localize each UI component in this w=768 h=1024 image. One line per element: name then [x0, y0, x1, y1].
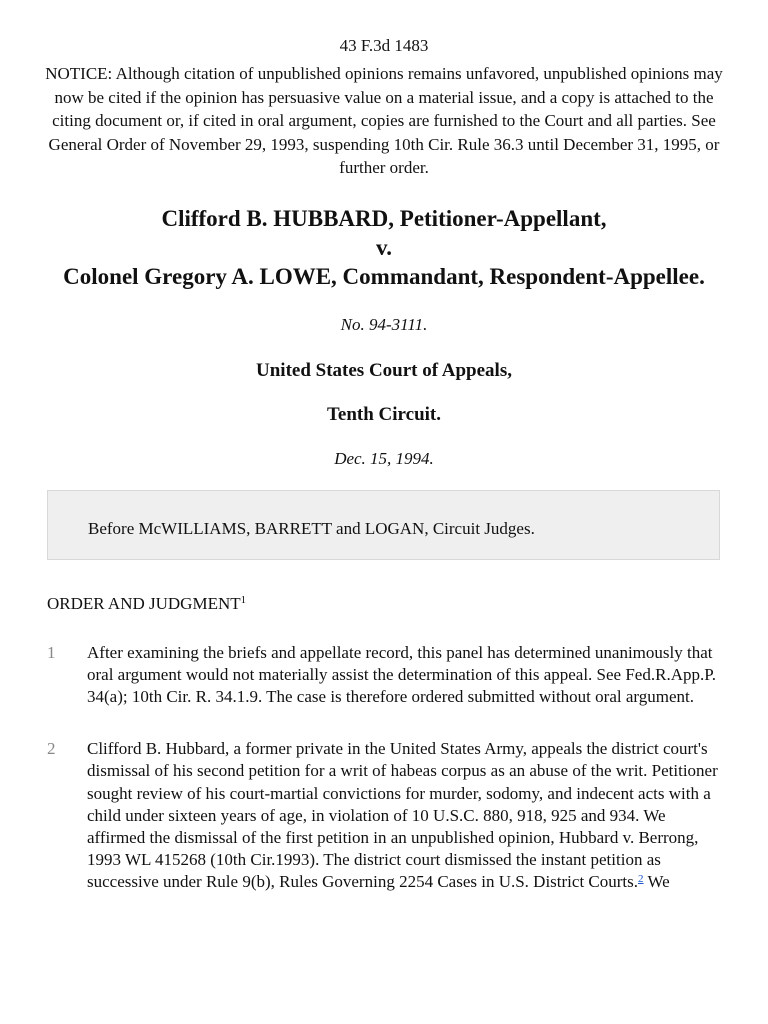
- versus-line: v.: [376, 234, 392, 260]
- paragraph-1: [47, 642, 720, 709]
- heading-footnote-marker: 1: [240, 593, 247, 606]
- docket-number: No. 94-3111.: [340, 314, 428, 334]
- respondent-line: Colonel Gregory A. LOWE, Commandant, Respondent-Appellee.: [63, 263, 705, 289]
- unpublished-notice: NOTICE: Although citation of unpublished opinions remains unfavored, unpublished opinions may now be cited if the opinion has persuasive value on a material issue, and a copy is attached to the citing document or, if cited in oral argument, copies are furnished to the Court and all parties. See General Order of November 29, 1993, suspending 10th Cir. Rule 36.3 until December 31, 1995, or further order.: [45, 64, 723, 177]
- paragraph-trailing-text: We: [643, 872, 670, 892]
- paragraph-number: 1: [47, 642, 56, 662]
- circuit-name: Tenth Circuit.: [326, 403, 442, 425]
- footnote-2-link[interactable]: 2: [638, 873, 644, 886]
- paragraph-text: After examining the briefs and appellate record, this panel has determined unanimously that oral argument would not materially assist the determination of this appeal. See Fed.R.App.P. 34(a); 10th Cir. R. 34.1.9. The case is therefore ordered submitted without oral argument.: [87, 642, 717, 706]
- paragraph-text: Clifford B. Hubbard, a former private in the United States Army, appeals the district court's dismissal of his second petition for a writ of habeas corpus as an abuse of the writ. Petitioner sought review of his court-martial convictions for murder, sodomy, and indecent acts with a child under sixteen years of age, in violation of 10 U.S.C. 880, 918, 925 and 934. We affirmed the dismissal of the first petition in an unpublished opinion, Hubbard v. Berrong, 1993 WL 415268 (10th Cir.1993). The district court dismissed the instant petition as successive under Rule 9(b), Rules Governing 2254 Cases in U.S. District Courts.: [87, 739, 718, 892]
- judges-panel-text: Before McWILLIAMS, BARRETT and LOGAN, Circuit Judges.: [88, 518, 535, 538]
- paragraph-number: 2: [47, 739, 56, 759]
- order-heading-text: ORDER AND JUDGMENT: [47, 593, 241, 613]
- court-name: United States Court of Appeals,: [256, 359, 512, 381]
- case-caption: [60, 204, 708, 291]
- paragraph-2: [47, 738, 720, 893]
- order-heading: [47, 594, 768, 614]
- judges-panel: [47, 490, 720, 560]
- decision-date: Dec. 15, 1994.: [334, 448, 434, 468]
- case-citation: 43 F.3d 1483: [339, 36, 429, 55]
- petitioner-line: Clifford B. HUBBARD, Petitioner-Appellant,: [161, 205, 607, 231]
